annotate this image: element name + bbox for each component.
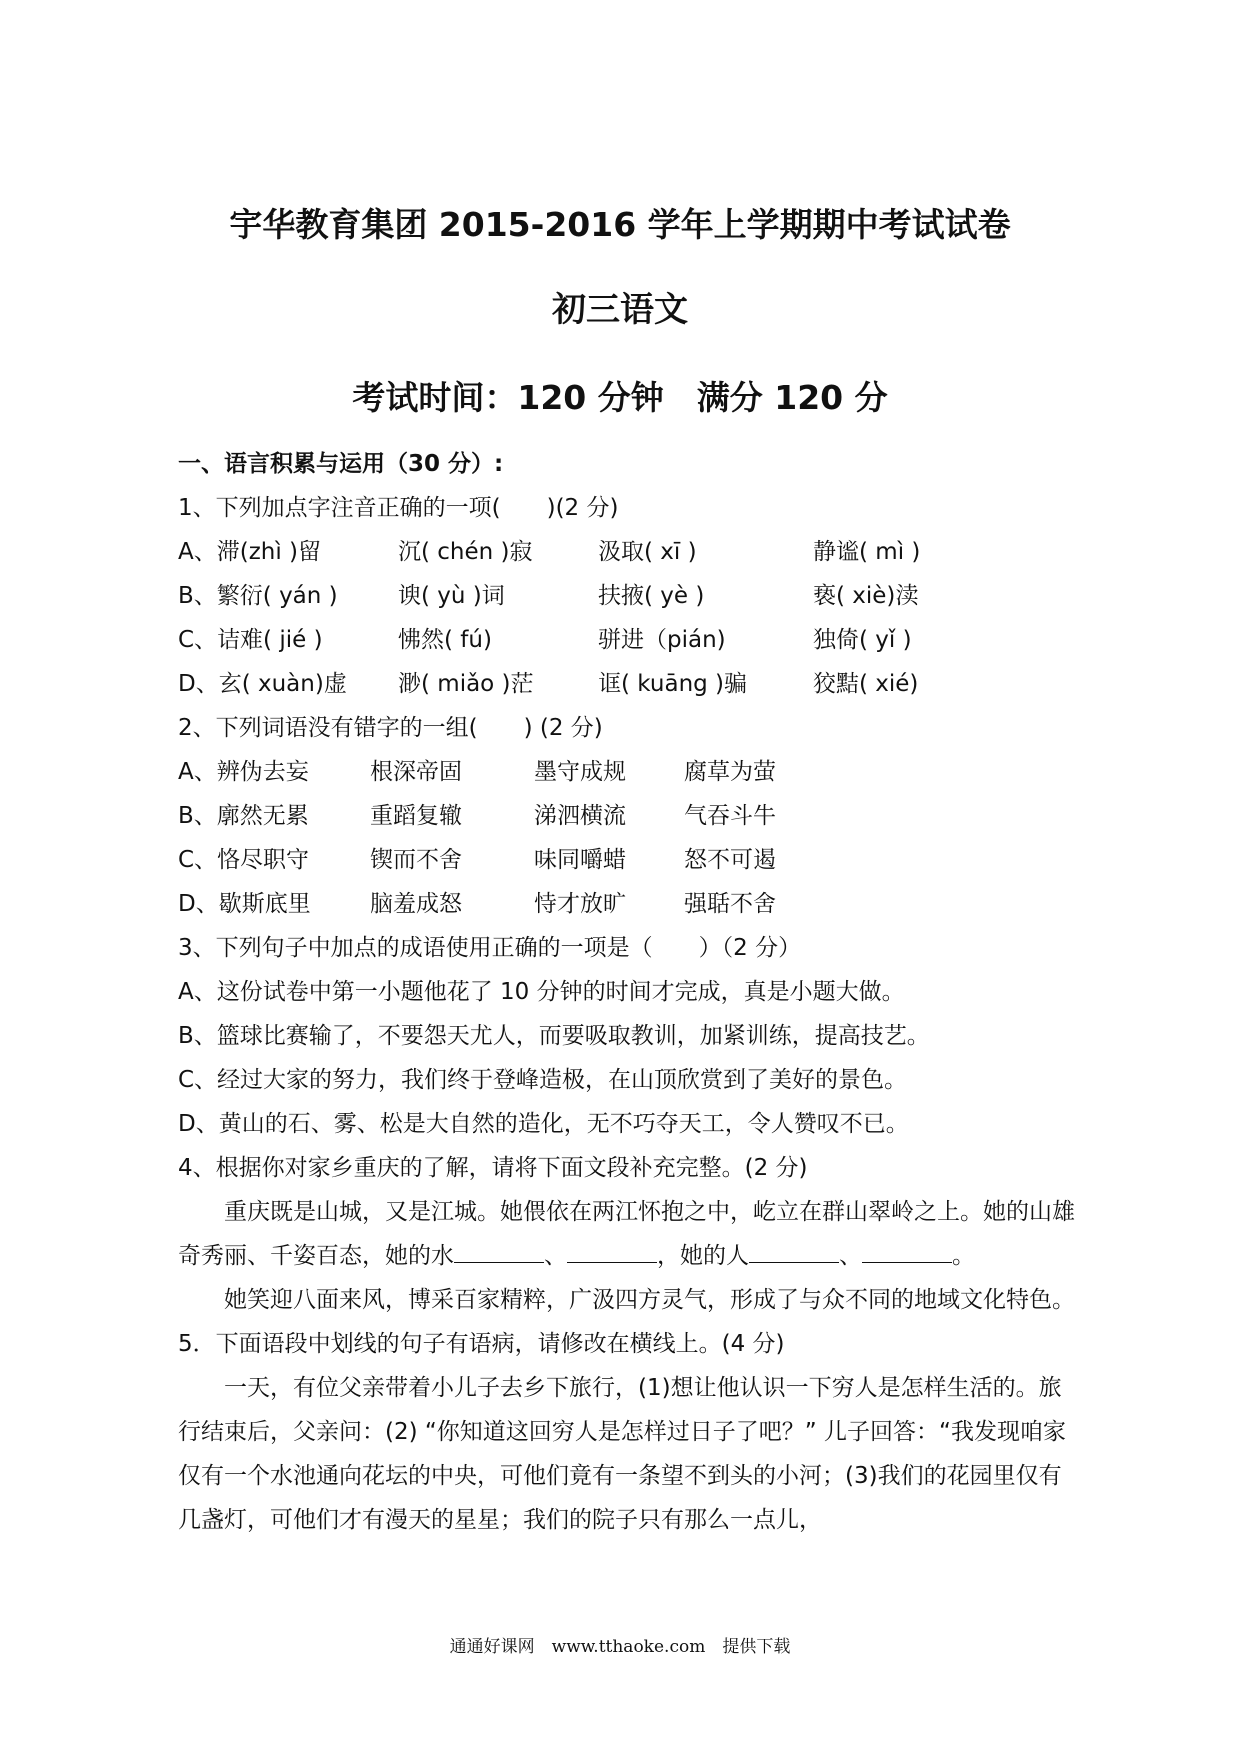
question-3-stem: 3、下列句子中加点的成语使用正确的一项是（ ）（2 分）	[178, 935, 802, 961]
q2-option-d	[178, 882, 1076, 926]
q2-option-c	[178, 838, 1076, 882]
question-2-stem: 2、下列词语没有错字的一组( ) (2 分)	[178, 715, 603, 741]
q5-passage: 一天，有位父亲带着小儿子去乡下旅行，(1)想让他认识一下穷人是怎样生活的。旅行结束后，父亲问：(2) “你知道这回穷人是怎样过日子了吧？” 儿子回答：“我发现咱家仅有一个水池通向花坛的中央，可他们竟有一条望不到头的小河；(3)我们的花园里仅有几盏灯，可他们才有漫天的星星；我们的院子只有那么一点儿，	[178, 1375, 1066, 1533]
q2-option-b	[178, 794, 1076, 838]
option-item: 恃才放旷	[534, 891, 626, 917]
option-item: 沉( chén )寂	[398, 539, 533, 565]
option-item: 墨守成规	[534, 759, 626, 785]
option-item: 扶掖( yè )	[598, 583, 705, 609]
option-item: C、恪尽职守	[178, 847, 310, 873]
option-item: 骈进（pián)	[598, 627, 726, 653]
option-item: 狡黠( xié)	[813, 671, 919, 697]
subject-title: 初三语文	[552, 290, 688, 330]
option-item: B、繁衍( yán )	[178, 583, 338, 609]
option-item: D、玄( xuàn)虚	[178, 671, 347, 697]
q2-option-a	[178, 750, 1076, 794]
q1-option-c	[178, 618, 1076, 662]
answer-blank[interactable]	[567, 1240, 657, 1263]
option-item: 亵( xiè)渎	[813, 583, 919, 609]
exam-content	[178, 442, 1076, 1542]
option-item: 腐草为萤	[684, 759, 776, 785]
answer-blank[interactable]	[862, 1240, 952, 1263]
q4-text: 她的山雄奇秀丽、千姿百态，她的水	[178, 1199, 1075, 1269]
option-item: D、歇斯底里	[178, 891, 311, 917]
option-item: 重蹈复辙	[370, 803, 462, 829]
question-5-stem: 5．下面语段中划线的句子有语病，请修改在横线上。(4 分)	[178, 1331, 785, 1357]
q1-option-a	[178, 530, 1076, 574]
exam-info: 考试时间：120 分钟 满分 120 分	[352, 378, 888, 417]
q1-option-b	[178, 574, 1076, 618]
option-item: 渺( miǎo )茫	[398, 671, 534, 697]
option-item: 独倚( yǐ )	[813, 627, 912, 653]
option-item: 味同嚼蜡	[534, 847, 626, 873]
q4-text: 。	[952, 1243, 975, 1269]
option-item: 锲而不舍	[370, 847, 462, 873]
q4-passage-2: 她笑迎八面来风，博采百家精粹，广汲四方灵气，形成了与众不同的地域文化特色。	[224, 1287, 1075, 1313]
option-item: 气吞斗牛	[684, 803, 776, 829]
q4-text: ，她的人	[657, 1243, 749, 1269]
option-item: A、滞(zhì )留	[178, 539, 322, 565]
option-item: 根深帝固	[370, 759, 462, 785]
option-item: A、辨伪去妄	[178, 759, 309, 785]
answer-blank[interactable]	[454, 1240, 544, 1263]
option-item: 怫然( fú)	[398, 627, 492, 653]
q3-option-d: D、黄山的石、雾、松是大自然的造化，无不巧夺天工，令人赞叹不已。	[178, 1111, 909, 1137]
option-item: C、诘难( jié )	[178, 627, 323, 653]
q4-text: 、	[544, 1243, 567, 1269]
q4-passage-1	[178, 1190, 1076, 1278]
answer-blank[interactable]	[749, 1240, 839, 1263]
option-item: 强聒不舍	[684, 891, 776, 917]
option-item: 涕泗横流	[534, 803, 626, 829]
q4-text: 、	[839, 1243, 862, 1269]
q1-option-d	[178, 662, 1076, 706]
q3-option-b: B、篮球比赛输了，不要怨天尤人，而要吸取教训，加紧训练，提高技艺。	[178, 1023, 930, 1049]
option-item: B、廓然无累	[178, 803, 309, 829]
option-item: 谀( yù )词	[398, 583, 505, 609]
question-1-stem: 1、下列加点字注音正确的一项( )(2 分)	[178, 495, 619, 521]
option-item: 诓( kuāng )骗	[598, 671, 748, 697]
q3-option-a: A、这份试卷中第一小题他花了 10 分钟的时间才完成，真是小题大做。	[178, 979, 905, 1005]
q3-option-c: C、经过大家的努力，我们终于登峰造极，在山顶欣赏到了美好的景色。	[178, 1067, 908, 1093]
exam-title: 宇华教育集团 2015-2016 学年上学期期中考试试卷	[229, 205, 1011, 244]
section-heading: 一、语言积累与运用（30 分）:	[178, 451, 504, 477]
option-item: 静谧( mì )	[813, 539, 921, 565]
option-item: 脑羞成怒	[370, 891, 462, 917]
footer-source: 通通好课网 www.tthaoke.com 提供下载	[449, 1637, 791, 1657]
option-item: 汲取( xī )	[598, 539, 697, 565]
question-4-stem: 4、根据你对家乡重庆的了解，请将下面文段补充完整。(2 分)	[178, 1155, 808, 1181]
option-item: 怒不可遏	[684, 847, 776, 873]
q4-text: 重庆既是山城，又是江城。她偎依在两江怀抱之中，屹立在群山翠岭之上。	[224, 1199, 983, 1225]
